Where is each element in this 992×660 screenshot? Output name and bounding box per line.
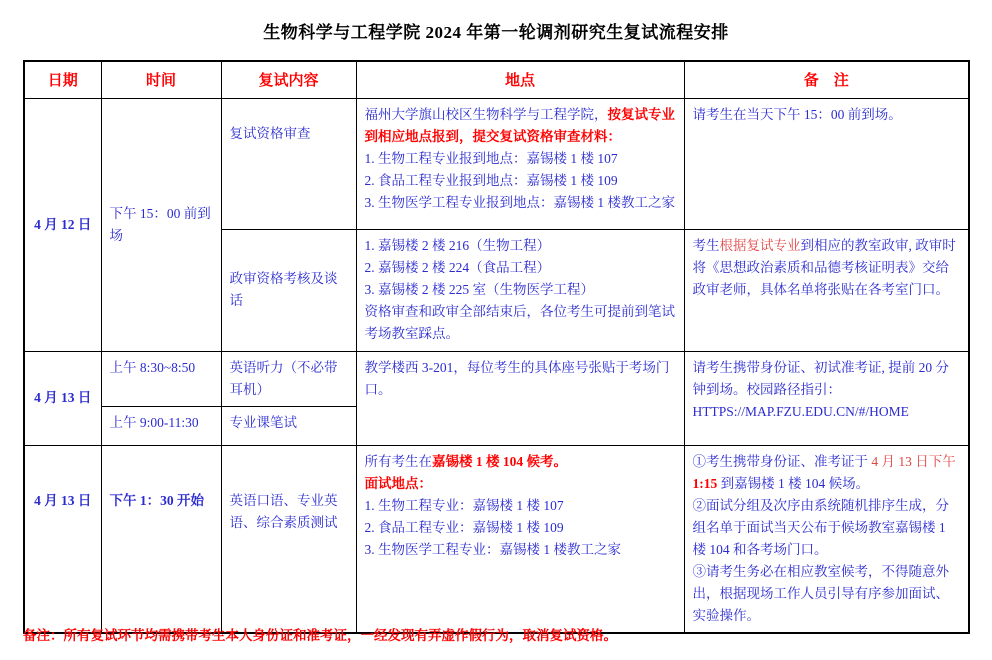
remark-text: 到相应的教室政审, 政审时将《思想政治素质和品德考核证明表》交给政审老师，具体名单将张贴在各考室门口。 — [692, 237, 956, 297]
col-header-date: 日期 — [24, 61, 101, 98]
location-item: 2. 食品工程专业：嘉锡楼 1 楼 109 — [364, 519, 564, 535]
footer-note: 备注：所有复试环节均需携带考生本人身份证和准考证，一经发现有弄虚作假行为，取消复试资格。 — [23, 628, 617, 643]
location-note: 资格审查和政审全部结束后，各位考生可提前到笔试考场教室踩点。 — [364, 303, 675, 341]
interview-location-label: 面试地点： — [364, 475, 432, 491]
cell-date-apr13-afternoon: 4 月 13 日 — [24, 445, 101, 633]
cell-location-qualification-review — [356, 98, 684, 229]
col-header-content: 复试内容 — [221, 61, 356, 98]
remark-paragraph: ③请考生务必在相应教室候考，不得随意外出，根据现场工作人员引导有序参加面试、实验操作。 — [692, 563, 949, 623]
remark-highlight: 4 月 13 日下午 — [871, 453, 956, 469]
cell-location-interview — [356, 445, 684, 633]
remark-text: 请考生携带身份证、初试准考证, 提前 20 分钟到场。校园路径指引： — [692, 359, 949, 397]
cell-content-interview: 英语口语、专业英语、综合素质测试 — [221, 445, 356, 633]
cell-remark-qualification-review: 请考生在当天下午 15：00 前到场。 — [684, 98, 969, 229]
cell-content-qualification-review: 复试资格审查 — [221, 98, 356, 229]
col-header-location: 地点 — [356, 61, 684, 98]
cell-time-apr12: 下午 15：00 前到场 — [101, 98, 221, 351]
header-row — [24, 61, 969, 98]
cell-time-listening: 上午 8:30~8:50 — [101, 351, 221, 406]
location-item: 1. 生物工程专业：嘉锡楼 1 楼 107 — [364, 497, 564, 513]
location-intro-highlight: 按复试专业到相应地点报到，提交复试资格审查材料： — [364, 106, 675, 144]
cell-remark-political-review — [684, 229, 969, 351]
col-header-remark: 备 注 — [684, 61, 969, 98]
remark-paragraph — [693, 451, 961, 495]
remark-text: ①考生携带身份证、准考证于 — [692, 453, 872, 469]
row-english-listening — [24, 351, 969, 406]
cell-content-written-exam: 专业课笔试 — [221, 406, 356, 445]
cell-date-apr12: 4 月 12 日 — [24, 98, 101, 351]
cell-time-interview: 下午 1：30 开始 — [101, 445, 221, 633]
schedule-table — [23, 60, 970, 634]
location-item: 2. 食品工程专业报到地点：嘉锡楼 1 楼 109 — [364, 172, 618, 188]
cell-remark-written-exam — [684, 351, 969, 445]
location-item: 3. 生物医学工程专业：嘉锡楼 1 楼教工之家 — [364, 541, 621, 557]
page-title: 生物科学与工程学院 2024 年第一轮调剂研究生复试流程安排 — [263, 23, 729, 42]
cell-content-listening: 英语听力（不必带耳机） — [221, 351, 356, 406]
row-interview — [24, 445, 969, 633]
location-intro-highlight: 嘉锡楼 1 楼 104 候考。 — [432, 453, 567, 469]
campus-map-url: HTTPS://MAP.FZU.EDU.CN/#/HOME — [692, 403, 909, 419]
cell-location-written-exam: 教学楼西 3-201，每位考生的具体座号张贴于考场门口。 — [356, 351, 684, 445]
cell-date-apr13-morning: 4 月 13 日 — [24, 351, 101, 445]
location-item: 2. 嘉锡楼 2 楼 224（食品工程） — [364, 259, 551, 275]
location-intro-text: 所有考生在 — [364, 453, 432, 469]
location-item: 1. 嘉锡楼 2 楼 216（生物工程） — [364, 237, 551, 253]
remark-text: 考生 — [692, 237, 720, 253]
cell-remark-interview — [684, 445, 969, 633]
col-header-time: 时间 — [101, 61, 221, 98]
row-qualification-review — [24, 98, 969, 229]
location-intro — [365, 104, 676, 148]
location-item: 3. 生物医学工程专业报到地点：嘉锡楼 1 楼教工之家 — [364, 194, 675, 210]
location-intro — [365, 451, 676, 473]
cell-location-political-review — [356, 229, 684, 351]
location-item: 1. 生物工程专业报到地点：嘉锡楼 1 楼 107 — [364, 150, 618, 166]
remark-text: 到嘉锡楼 1 楼 104 候场。 — [720, 475, 870, 491]
location-intro-text: 福州大学旗山校区生物科学与工程学院， — [364, 106, 608, 122]
location-item: 3. 嘉锡楼 2 楼 225 室（生物医学工程） — [364, 281, 594, 297]
cell-time-written-exam: 上午 9:00-11:30 — [101, 406, 221, 445]
cell-content-political-review: 政审资格考核及谈话 — [221, 229, 356, 351]
remark-highlight: 根据复试专业 — [719, 237, 801, 253]
remark-paragraph: ②面试分组及次序由系统随机排序生成，分组名单于面试当天公布于候场教室嘉锡楼 1 楼 104 和各考场门口。 — [692, 497, 949, 557]
remark-highlight-time: 1:15 — [692, 475, 721, 491]
